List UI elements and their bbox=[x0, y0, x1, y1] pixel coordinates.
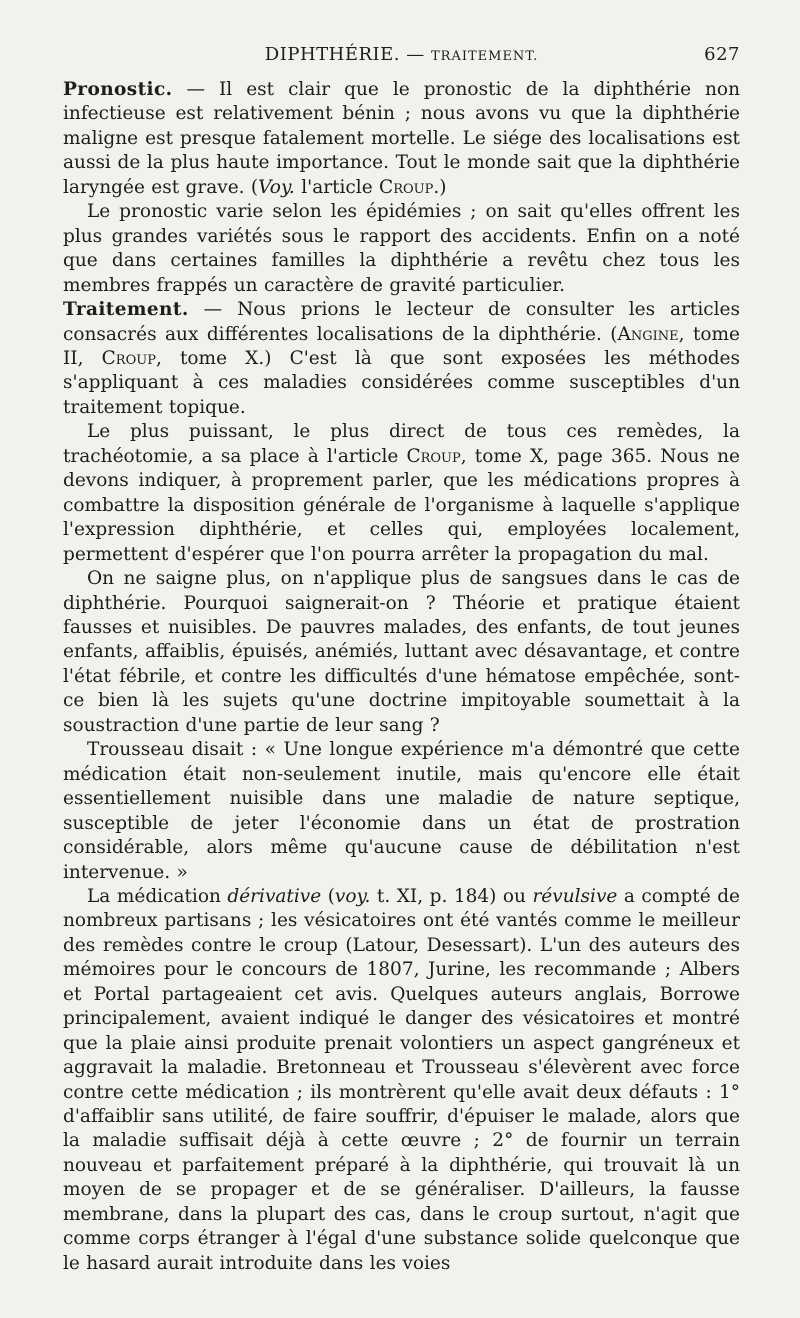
paragraph-text: , tome X.) C'est là que sont exposées les méthodes s'appliquant à ces maladies considérées comme susceptibles d'un traitement topique. bbox=[63, 347, 740, 418]
paragraph-text: — Nous prions le lecteur de consulter les articles consacrés aux différentes localisations de la diphthérie. ( bbox=[63, 299, 740, 345]
paragraph-traitement bbox=[63, 298, 740, 420]
paragraph-text: Le plus puissant, le plus direct de tous ces remèdes, la trachéotomie, a sa place à l'article bbox=[63, 421, 740, 467]
italic-revulsive: révulsive bbox=[532, 885, 618, 907]
italic-voy: Voy. bbox=[258, 176, 295, 198]
italic-derivative: dérivative bbox=[227, 885, 322, 907]
paragraph-medication-derivative bbox=[63, 885, 740, 1276]
paragraph-text: a compté de nombreux partisans ; les vésicatoires ont été vantés comme le meilleur des remèdes contre le croup (Latour, Desessart). L'un des auteurs des mémoires pour le concours de 1807, Jurine, les recommande ; Albers et Portal partageaient cet avis. Quelques auteurs anglais, Borrowe principalement, avaient indiqué le danger des vésicatoires et montré que la plaie ainsi produite prenait volontiers un aspect gangréneux et aggravait la maladie. Bretonneau et Trousseau s'élevèrent avec force contre cette médication ; ils montrèrent qu'elle avait deux défauts : 1° d'affaiblir sans utilité, de faire souffrir, d'épuiser le malade, alors que la maladie suffisait déjà à cette œuvre ; 2° de fournir un terrain nouveau et parfaitement préparé à la diphthérie, qui trouvait là un moyen de se propager et de se généraliser. D'ailleurs, la fausse membrane, dans la plupart des cas, dans le croup surtout, n'agit que comme corps étranger à l'égal d'une substance solide quelconque que le hasard aurait introduite dans les voies bbox=[63, 885, 740, 1274]
running-title bbox=[63, 44, 740, 65]
section-heading-traitement: Traitement. bbox=[63, 299, 189, 321]
paragraph-text: t. XI, p. 184) ou bbox=[370, 885, 533, 907]
paragraph-text: .) bbox=[433, 176, 447, 198]
paragraph-trousseau-quote: Trousseau disait : « Une longue expérience m'a démontré que cette médication était non-seulement inutile, mais qu'encore elle était essentiellement nuisible dans une maladie de nature septique, susceptible de jeter l'économie dans un état de prostration considérable, alors même qu'aucune cause de débilitation n'est intervenue. » bbox=[63, 739, 740, 883]
header-dash: — bbox=[406, 44, 425, 65]
small-caps-angine: Angine bbox=[617, 323, 679, 345]
paragraph-pronostic bbox=[63, 78, 740, 200]
paragraph-text: — Il est clair que le pronostic de la diphthérie non infectieuse est relativement bénin ; nous avons vu que la diphthérie maligne est presque fatalement mortelle. Le siége des localisations est aussi de la plus haute importance. Tout le monde sait que la diphthérie laryngée est grave. ( bbox=[63, 79, 740, 198]
paragraph-text: l'article bbox=[294, 176, 380, 198]
small-caps-croup: Croup bbox=[101, 347, 156, 369]
paragraph-saignee: On ne saigne plus, on n'applique plus de sangsues dans le cas de diphthérie. Pourquoi saignerait-on ? Théorie et pratique étaient fausses et nuisibles. De pauvres malades, des enfants, de tout jeunes enfants, affaiblis, épuisés, anémiés, luttant avec désavantage, et contre l'état fébrile, et contre les difficultés d'une hématose empêchée, sont-ce bien là les sujets qu'une doctrine impitoyable soumettait à la soustraction d'une partie de leur sang ? bbox=[63, 568, 740, 736]
paragraph-pronostic-variation: Le pronostic varie selon les épidémies ; on sait qu'elles offrent les plus grandes variétés sous le rapport des accidents. Enfin on a noté que dans certaines familles la diphthérie a revêtu chez tous les membres frappés un caractère de gravité particulier. bbox=[63, 201, 740, 296]
small-caps-croup: Croup bbox=[379, 176, 434, 198]
paragraph-text: ( bbox=[321, 885, 335, 907]
small-caps-croup: Croup bbox=[406, 445, 461, 467]
section-heading-pronostic: Pronostic. bbox=[63, 79, 173, 100]
page-body bbox=[63, 78, 740, 1276]
paragraph-text: , tome X, page 365. Nous ne devons indiquer, à proprement parler, que les médications propres à combattre la disposition générale de l'organisme à laquelle s'applique l'expression diphthérie, et celles qui, employées localement, permettent d'espérer que l'on pourra arrêter la propagation du mal. bbox=[63, 445, 740, 565]
paragraph-text: , tome II, bbox=[63, 323, 741, 369]
paragraph-text: La médication bbox=[87, 885, 228, 907]
header-subtitle: TRAITEMENT. bbox=[430, 49, 539, 64]
paragraph-tracheotomie bbox=[63, 420, 740, 567]
header-title: DIPHTHÉRIE. bbox=[264, 44, 401, 65]
running-header bbox=[63, 44, 740, 70]
italic-voy: voy. bbox=[334, 885, 371, 907]
page-number: 627 bbox=[704, 44, 740, 65]
